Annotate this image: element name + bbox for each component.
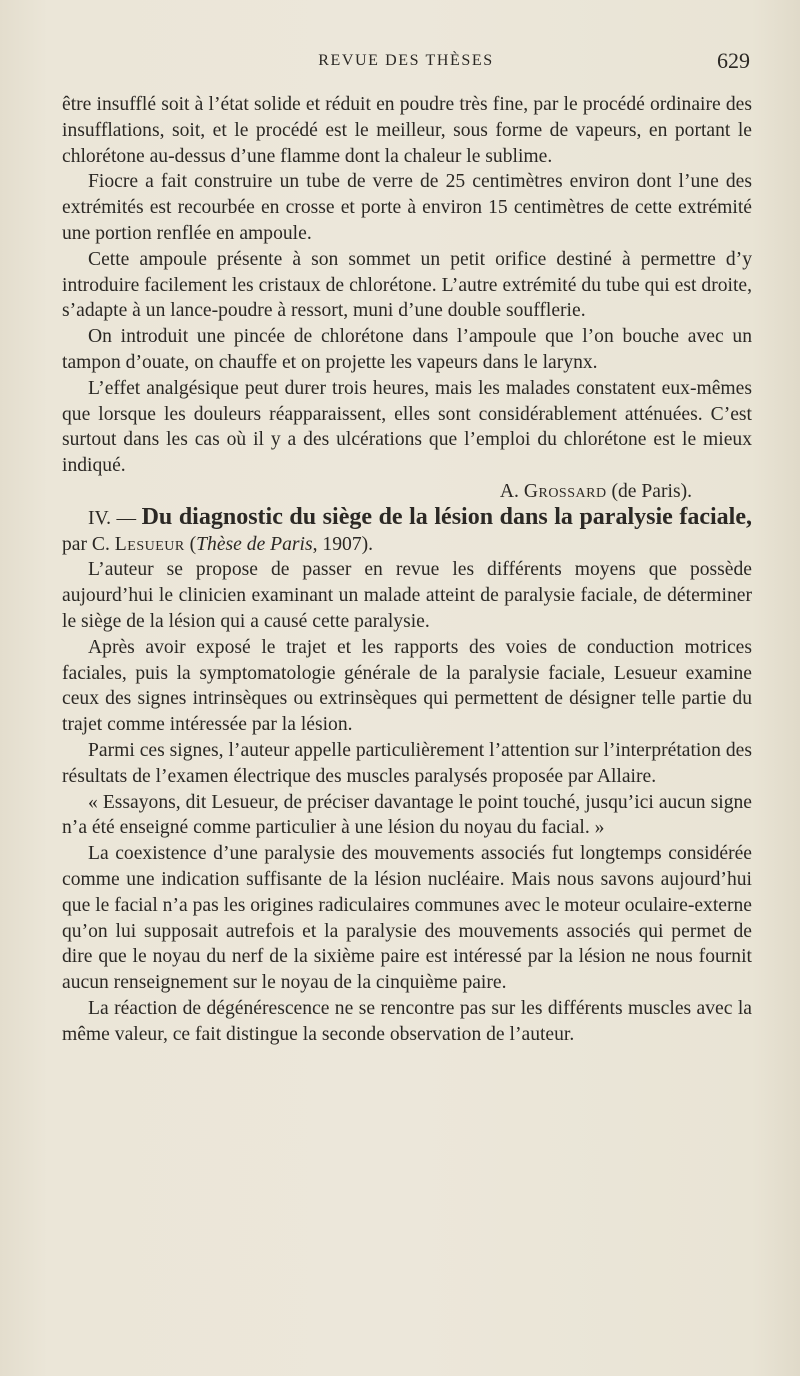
signature-name: Grossard [523, 480, 607, 502]
signature-initial: A. [499, 480, 519, 502]
page-header [62, 50, 750, 76]
section-heading [62, 505, 752, 558]
section-title: Du diagnostic du siège de la lésion dans la paralysie faciale, [141, 503, 752, 530]
section-author: Lesueur [114, 533, 185, 555]
paragraph: Fiocre a fait construire un tube de verre de 25 centimètres environ dont l’une des extrémités est recourbée en crosse et porte à environ 15 centimètres de cette extrémité une portion renflée en ampoule. [62, 171, 752, 244]
paragraph: Après avoir exposé le trajet et les rapports des voies de conduction motrices faciales, puis la symptomatologie générale de la paralysie faciale, Lesueur examine ceux des signes intrinsèques ou extrinsèques qui permettent de désigner telle partie du trajet comme intéressée par la lésion. [62, 636, 752, 736]
signature-place: (de Paris). [611, 480, 692, 502]
paragraph: On introduit une pincée de chlorétone dans l’ampoule que l’on bouche avec un tampon d’ouate, on chauffe et on projette les vapeurs dans le larynx. [62, 326, 752, 373]
section-number: IV. — [88, 507, 142, 529]
page-number: 629 [717, 48, 750, 73]
page-body [62, 92, 752, 1047]
paragraph: L’effet analgésique peut durer trois heures, mais les malades constatent eux-mêmes que lorsque les douleurs réapparaissent, elles sont considérablement atténuées. C’est surtout dans les cas où il y a des ulcérations que l’emploi du chlorétone est le mieux indiqué. [62, 377, 752, 477]
review-signature [62, 479, 752, 505]
paragraph-continuation: être insufflé soit à l’état solide et réduit en poudre très fine, par le procédé ordinaire des insufflations, soit, et le procédé est le meilleur, sous forme de vapeurs, en portant le chlorétone au-dessus d’une flamme dont la chaleur le sublime. [62, 94, 752, 167]
paragraph: La coexistence d’une paralysie des mouvements associés fut longtemps considérée comme une indication suffisante de la lésion nucléaire. Mais nous savons aujourd’hui que le facial n’a pas les origines radiculaires communes avec le moteur oculaire-externe qu’on lui supposait autrefois et la paralysie des mouvements associés qui permet de dire que le noyau du nerf de la sixième paire est intéressé par la lésion ne nous fournit aucun renseignement sur le noyau de la cinquième paire. [62, 843, 752, 994]
paragraph: La réaction de dégénérescence ne se rencontre pas sur les différents muscles avec la même valeur, ce fait distingue la seconde observation de l’auteur. [62, 997, 752, 1045]
running-title: REVUE DES THÈSES [318, 52, 494, 69]
section-by: par C. [62, 533, 115, 555]
section-open-paren: ( [184, 533, 197, 555]
section-year: , 1907). [312, 533, 374, 555]
paragraph: Parmi ces signes, l’auteur appelle particulièrement l’attention sur l’interprétation des résultats de l’examen électrique des muscles paralysés proposée par Allaire. [62, 739, 752, 787]
paragraph: « Essayons, dit Lesueur, de préciser davantage le point touché, jusqu’ici aucun signe n’a été enseigné comme particulier à une lésion du noyau du facial. » [62, 791, 752, 839]
paragraph: L’auteur se propose de passer en revue les différents moyens que possède aujourd’hui le clinicien examinant un malade atteint de paralysie faciale, de déterminer le siège de la lésion qui a causé cette paralysie. [62, 559, 752, 632]
paragraph: Cette ampoule présente à son sommet un petit orifice destiné à permettre d’y introduire facilement les cristaux de chlorétone. L’autre extrémité du tube qui est droite, s’adapte à un lance-poudre à ressort, muni d’une double soufflerie. [62, 248, 752, 322]
section-thesis: Thèse de Paris [196, 533, 313, 555]
